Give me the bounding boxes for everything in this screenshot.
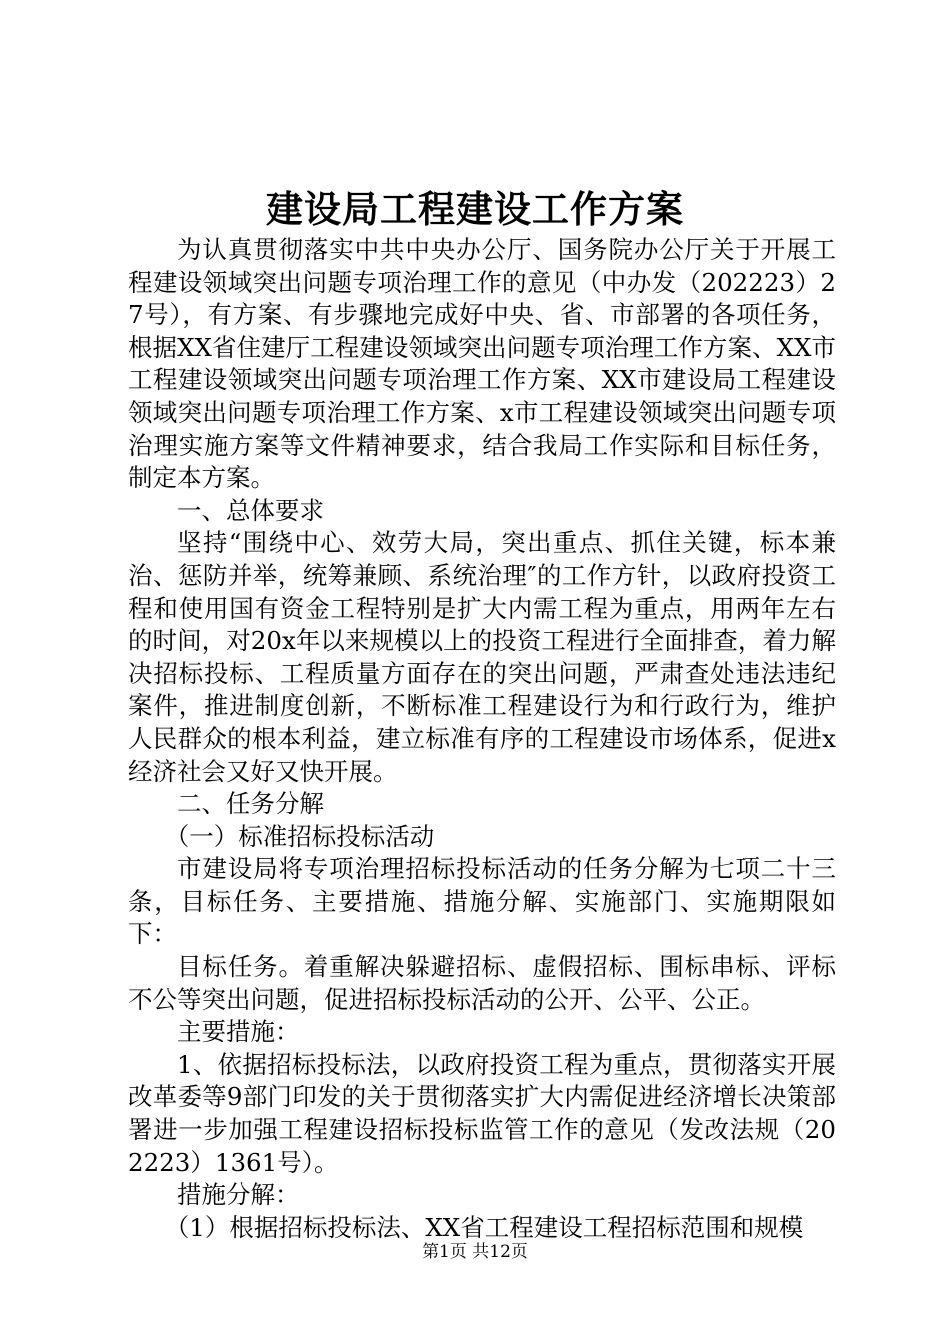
subsection-heading-bidding: （一）标准招标投标活动 — [164, 821, 435, 851]
document-body — [128, 234, 836, 1244]
intro-paragraph: 为认真贯彻落实中共中央办公厅、国务院办公厅关于开展工程建设领域突出问题专项治理工作的意见（中办发（202223）27号），有方案、有步骤地完成好中央、省、市部署的各项任务，根据XX省住建厅工程建设领域突出问题专项治理工作方案、XX市工程建设领域突出问题专项治理工作方案、XX市建设局工程建设领域突出问题专项治理工作方案、x市工程建设领域突出问题专项治理实施方案等文件精神要求，结合我局工作实际和目标任务，制定本方案。 — [128, 235, 836, 493]
section-heading-tasks: 二、任务分解 — [177, 789, 324, 819]
measure-breakdown-label: 措施分解： — [177, 1180, 300, 1210]
page-footer: 第1页 共12页 — [422, 1242, 528, 1262]
task-breakdown-paragraph: 市建设局将专项治理招标投标活动的任务分解为七项二十三条，目标任务、主要措施、措施分解、实施部门、实施期限如下： — [128, 854, 836, 949]
general-requirements-paragraph: 坚持“围绕中心、效劳大局，突出重点、抓住关键，标本兼治、惩防并举，统筹兼顾、系统治理″的工作方针，以政府投资工程和使用国有资金工程特别是扩大内需工程为重点，用两年左右的时间，对20x年以来规模以上的投资工程进行全面排查，着力解决招标投标、工程质量方面存在的突出问题，严肃查处违法违纪案件，推进制度创新，不断标准工程建设行为和行政行为，维护人民群众的根本利益，建立标准有序的工程建设市场体系，促进x经济社会又好又快开展。 — [128, 528, 836, 786]
target-task-paragraph: 目标任务。着重解决躲避招标、虚假招标、围标串标、评标不公等突出问题，促进招标投标活动的公开、公平、公正。 — [128, 952, 836, 1014]
document-title: 建设局工程建设工作方案 — [266, 187, 684, 231]
measure-breakdown-item-1: （1）根据招标投标法、XX省工程建设工程招标范围和规模 — [164, 1212, 804, 1242]
measure-item-1: 1、依据招标投标法，以政府投资工程为重点，贯彻落实开展改革委等9部门印发的关于贯彻落实扩大内需促进经济增长决策部署进一步加强工程建设招标投标监管工作的意见（发改法规（202223）1361号）。 — [128, 1049, 836, 1177]
main-measures-label: 主要措施： — [177, 1017, 300, 1047]
section-heading-general: 一、总体要求 — [177, 495, 324, 525]
